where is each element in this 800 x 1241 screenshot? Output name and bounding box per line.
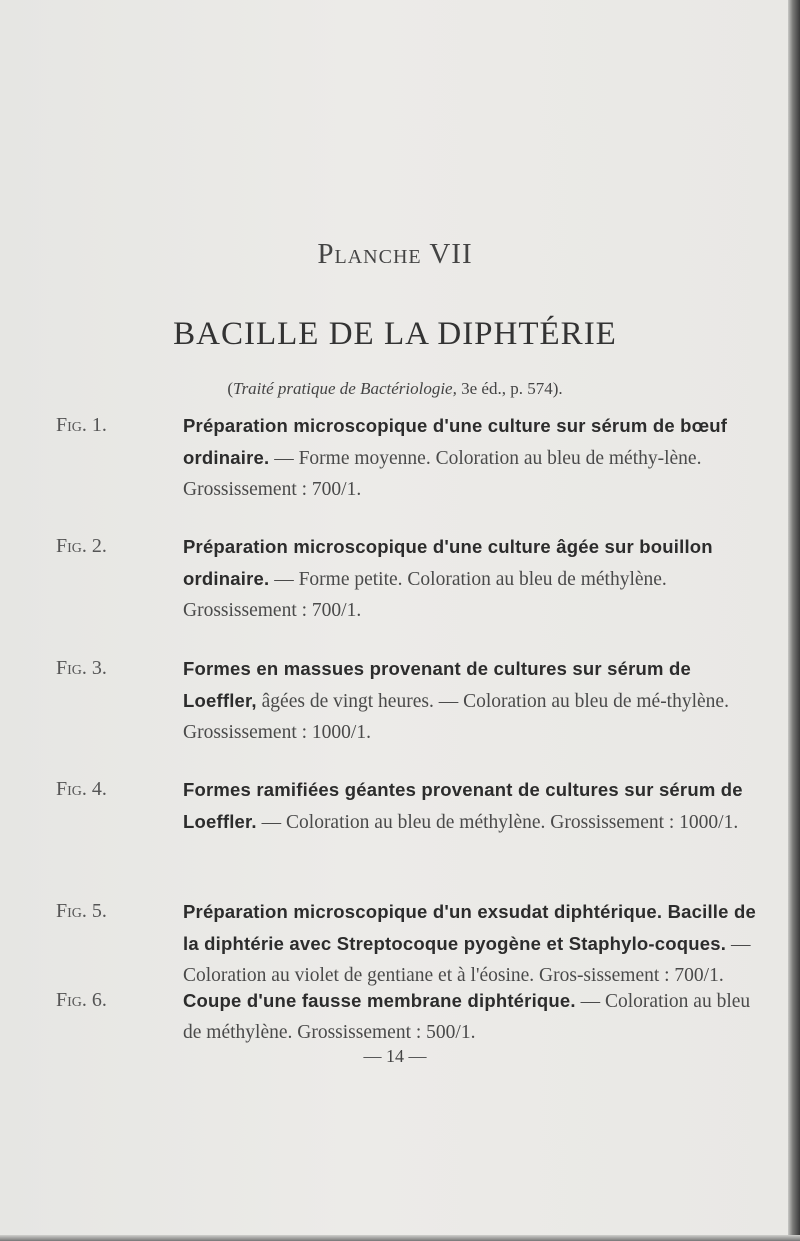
source-open: ( [227,379,234,398]
figure-heading: Formes en massues provenant de cultures sur sérum de Loeffler, [183,658,692,711]
figure-text: — Coloration au violet de gentiane et à l'éosine. Gros-sissement : 700/1. [183,934,751,986]
source-rest: 3e éd., p. 574). [456,379,563,398]
figure-caption-4 [56,774,763,838]
figure-text: — Coloration au bleu de méthylène. Grossissement : 1000/1. [256,812,739,833]
figure-heading: Formes ramifiées géantes provenant de cultures sur sérum de Loeffler. [183,779,743,832]
figure-text: — Coloration au bleu de méthylène. Grossissement : 500/1. [183,991,751,1043]
figure-text: — Forme moyenne. Coloration au bleu de méthy-lène. Grossissement : 700/1. [183,448,702,500]
figure-number: Fig. 3. [56,657,107,679]
figure-text: âgées de vingt heures. — Coloration au bleu de mé-thylène. Grossissement : 1000/1. [183,691,729,743]
figure-caption-6 [56,985,763,1048]
figure-caption-1 [56,410,763,505]
page-edge-shadow [788,0,800,1241]
figure-number: Fig. 5. [56,900,107,922]
figure-caption-5 [56,896,763,991]
figure-caption-2 [56,531,763,626]
figure-number: Fig. 1. [56,414,107,436]
figure-text: — Forme petite. Coloration au bleu de méthylène. Grossissement : 700/1. [183,569,667,621]
figure-heading: Coupe d'une fausse membrane diphtérique. [183,990,576,1011]
figure-heading: Préparation microscopique d'une culture âgée sur bouillon ordinaire. [183,536,713,589]
plate-title: BACILLE DE LA DIPHTÉRIE [173,316,617,352]
figure-number: Fig. 2. [56,535,107,557]
page-bottom-edge [0,1235,800,1241]
figure-heading: Préparation microscopique d'une culture sur sérum de bœuf ordinaire. [183,415,728,468]
source-book: Traité pratique de Bactériologie, [233,379,457,398]
plate-label: Planche VII [317,238,473,270]
page-number: — 14 — [363,1046,427,1066]
figure-number: Fig. 6. [56,989,107,1011]
figure-number: Fig. 4. [56,778,107,800]
source-reference [0,379,790,399]
figure-heading: Préparation microscopique d'un exsudat diphtérique. Bacille de la diphtérie avec Streptocoque pyogène et Staphylo-coques. [183,901,756,954]
figure-caption-3 [56,653,763,748]
